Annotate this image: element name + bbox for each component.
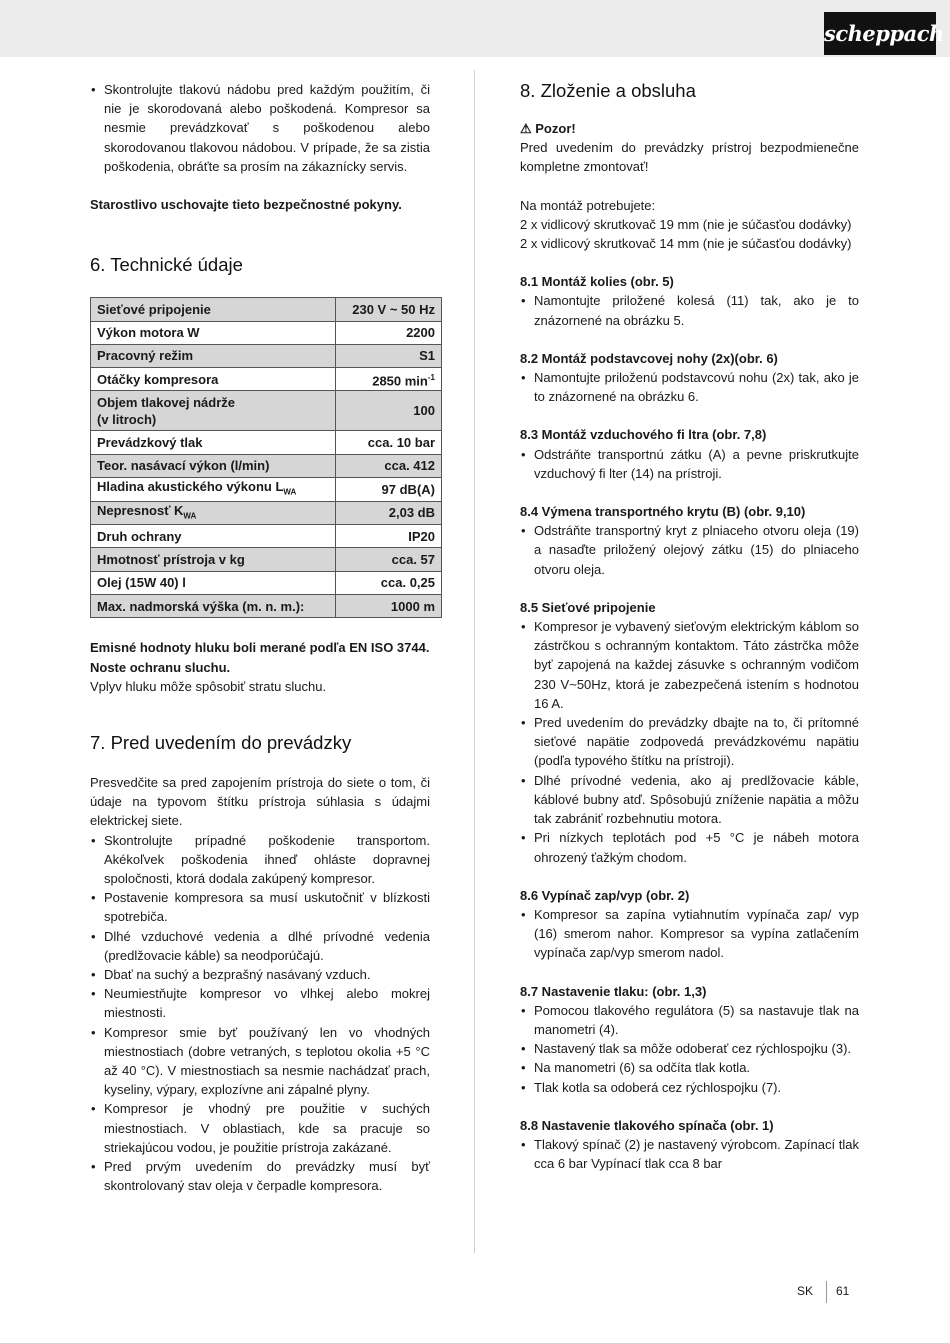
spec-value: 2200	[335, 321, 441, 344]
spec-row	[91, 548, 442, 571]
section-list	[520, 368, 859, 406]
tools-intro: Na montáž potrebujete:	[520, 197, 656, 213]
section-title: 8.7 Nastavenie tlaku: (obr. 1,3)	[520, 983, 707, 999]
brand-logo: scheppach	[824, 12, 936, 55]
list-item: • Nastavený tlak sa môže odoberať cez rýchlospojku (3).	[520, 1039, 859, 1058]
list-item: • Dlhé prívodné vedenia, ako aj predlžovacie káble, káblové bubny atď. Spôsobujú zníženie napätia a môžu tak zabrániť rozbehnutiu motora.	[520, 771, 859, 829]
spec-row	[91, 298, 442, 321]
spec-value: 2,03 dB	[335, 501, 441, 525]
section-title: 8.6 Vypínač zap/vyp (obr. 2)	[520, 887, 690, 903]
noise-text: Vplyv hluku môže spôsobiť stratu sluchu.	[90, 678, 327, 694]
spec-table	[90, 297, 442, 618]
spec-row	[91, 501, 442, 525]
section-list	[520, 291, 859, 329]
header-bar	[0, 0, 950, 57]
list-item: • Pred uvedením do prevádzky dbajte na to, či prítomné sieťové napätie zodpovedá prevádzkovému napätiu (podľa typového štítku na prístroji).	[520, 713, 859, 771]
assembly-heading: 8. Zloženie a obsluha	[520, 80, 696, 101]
spec-label: Prevádzkový tlak	[91, 431, 336, 454]
section-list	[520, 521, 859, 579]
footer-separator	[826, 1281, 827, 1303]
warning-title: ⚠ Pozor!	[520, 121, 576, 136]
spec-value: cca. 57	[335, 548, 441, 571]
spec-label: Druh ochrany	[91, 525, 336, 548]
spec-value: 2850 $\min^{-1}$	[335, 368, 441, 391]
spec-label: Max. nadmorská výška (m. n. m.):	[91, 595, 336, 618]
assembly-sections	[520, 253, 859, 1173]
section-list	[520, 1001, 859, 1097]
spec-row	[91, 344, 442, 367]
spec-value: 230 V ~ 50 Hz	[335, 298, 441, 321]
noise-note: Emisné hodnoty hluku boli merané podľa EN ISO 3744.	[90, 640, 430, 656]
list-item: • Kompresor je vybavený sieťovým elektrickým káblom so zástrčkou s ochranným kontaktom. Táto zástrčka môže byť zapojená na každej zásuvke s ochranným vodičom 230 V~50Hz, ktorá je zabezpečená istením s hodnotou 16 A.	[520, 617, 859, 713]
spec-label: Objem tlakovej nádrže (v litroch)	[91, 391, 336, 431]
spec-row	[91, 595, 442, 618]
list-item: • Dlhé vzduchové vedenia a dlhé prívodné vedenia (predlžovacie káble) sa neodporúčajú.	[90, 927, 430, 965]
section-list	[520, 617, 859, 867]
footer-language: SK	[797, 1284, 814, 1298]
section-title: 8.3 Montáž vzduchového fi ltra (obr. 7,8)	[520, 427, 767, 443]
list-item: • Namontujte priloženú podstavcovú nohu (2x) tak, ako je to znázornené na obrázku 6.	[520, 368, 859, 406]
spec-label: Nepresnosť $K_{WA}$	[91, 501, 336, 525]
list-item: • Skontrolujte tlakovú nádobu pred každým použitím, či nie je skorodovaná alebo poškodená. Kompresor sa nesmie prevádzkovať s poškodenou alebo skorodovanou tlakovou nádobou. V prípade, že sa zistia poškodenia, obráťte sa prosím na zákaznícky servis.	[90, 80, 430, 176]
right-column	[520, 80, 859, 1173]
column-divider	[474, 70, 475, 1253]
before-intro: Presvedčite sa pred zapojením prístroja do siete o tom, či údaje na typovom štítku prístroja súhlasia s údajmi elektrickej siete.	[90, 774, 430, 829]
spec-label: Hladina akustického výkonu $L_{WA}$	[91, 478, 336, 502]
spec-row	[91, 368, 442, 391]
section-title: 8.2 Montáž podstavcovej nohy (2x)(obr. 6)	[520, 350, 778, 366]
spec-value: 97 dB(A)	[335, 478, 441, 502]
spec-value: cca. 10 bar	[335, 431, 441, 454]
spec-label: Hmotnosť prístroja v kg	[91, 548, 336, 571]
spec-row	[91, 431, 442, 454]
spec-label: Teor. nasávací výkon (l/min)	[91, 454, 336, 477]
tool-item: 2 x vidlicový skrutkovač 14 mm (nie je súčasťou dodávky)	[520, 236, 852, 252]
list-item: • Odstráňte transportný kryt z plniaceho otvoru oleja (19) a nasaďte priložený olejový zátku (15) do plniaceho otvoru oleja.	[520, 521, 859, 579]
list-item: • Pomocou tlakového regulátora (5) sa nastavuje tlak na manometri (4).	[520, 1001, 859, 1039]
section-title: 8.5 Sieťové pripojenie	[520, 599, 656, 615]
list-item: • Tlak kotla sa odoberá cez rýchlospojku (7).	[520, 1078, 859, 1097]
spec-value: cca. 412	[335, 454, 441, 477]
before-list	[90, 831, 430, 1196]
spec-value: IP20	[335, 525, 441, 548]
section-list	[520, 445, 859, 483]
page-number: 61	[836, 1284, 850, 1298]
hearing-note: Noste ochranu sluchu.	[90, 659, 231, 675]
spec-row	[91, 478, 442, 502]
list-item: • Postavenie kompresora sa musí uskutočniť v blízkosti spotrebiča.	[90, 888, 430, 926]
warning-text: Pred uvedením do prevádzky prístroj bezpodmienečne kompletne zmontovať!	[520, 140, 859, 175]
keep-note: Starostlivo uschovajte tieto bezpečnostné pokyny.	[90, 197, 402, 213]
before-heading: 7. Pred uvedením do prevádzky	[90, 731, 352, 753]
spec-value: 100	[335, 391, 441, 431]
list-item: • Kompresor smie byť používaný len vo vhodných miestnostiach (dobre vetraných, s teplotou okolia +5 °C až 40 °C). V miestnostiach sa nesmie nachádzať prach, kyseliny, výpary, explozívne ani zápalné plyny.	[90, 1023, 430, 1100]
spec-value: 1000 m	[335, 595, 441, 618]
spec-label: Otáčky kompresora	[91, 368, 336, 391]
spec-value: cca. 0,25	[335, 571, 441, 594]
list-item: • Kompresor sa zapína vytiahnutím vypínača zap/ vyp (16) smerom nahor. Kompresor sa vypína zatlačením vypínača zap/vyp smerom nadol.	[520, 905, 859, 963]
spec-row	[91, 391, 442, 431]
section-title: 8.1 Montáž kolies (obr. 5)	[520, 274, 674, 290]
spec-label: Sieťové pripojenie	[91, 298, 336, 321]
spec-label: Výkon motora W	[91, 321, 336, 344]
list-item: • Neumiestňujte kompresor vo vlhkej alebo mokrej miestnosti.	[90, 984, 430, 1022]
section-list	[520, 1135, 859, 1173]
list-item: • Pri nízkych teplotách pod +5 °C je nábeh motora ohrozený ťažkým chodom.	[520, 828, 859, 866]
list-item: • Dbať na suchý a bezprašný nasávaný vzduch.	[90, 965, 430, 984]
section-title: 8.4 Výmena transportného krytu (B) (obr. 9,10)	[520, 504, 806, 520]
spec-row	[91, 571, 442, 594]
spec-row	[91, 321, 442, 344]
tool-item: 2 x vidlicový skrutkovač 19 mm (nie je súčasťou dodávky)	[520, 216, 852, 232]
spec-label: Pracovný režim	[91, 344, 336, 367]
list-item: • Skontrolujte prípadné poškodenie transportom. Akékoľvek poškodenia ihneď ohláste dopravnej spoločnosti, ktorá dodala zakúpený kompresor.	[90, 831, 430, 889]
section-title: 8.8 Nastavenie tlakového spínača (obr. 1)	[520, 1117, 774, 1133]
list-item: • Na manometri (6) sa odčíta tlak kotla.	[520, 1058, 859, 1077]
list-item: • Namontujte priložené kolesá (11) tak, ako je to znázornené na obrázku 5.	[520, 291, 859, 329]
spec-value: S1	[335, 344, 441, 367]
list-item: • Kompresor je vhodný pre použitie v suchých miestnostiach. V oblastiach, kde sa pracuje so striekajúcou vodou, je použitie prístroja zakázané.	[90, 1099, 430, 1157]
spec-label: Olej (15W 40) l	[91, 571, 336, 594]
intro-list	[90, 80, 430, 176]
list-item: • Tlakový spínač (2) je nastavený výrobcom. Zapínací tlak cca 6 bar Vypínací tlak cca 8 bar	[520, 1135, 859, 1173]
spec-row	[91, 454, 442, 477]
spec-row	[91, 525, 442, 548]
tech-heading: 6. Technické údaje	[90, 254, 243, 276]
list-item: • Odstráňte transportnú zátku (A) a pevne priskrutkujte vzduchový fi lter (14) na prístroji.	[520, 445, 859, 483]
list-item: • Pred prvým uvedením do prevádzky musí byť skontrolovaný stav oleja v čerpadle kompresora.	[90, 1157, 430, 1195]
section-list	[520, 905, 859, 963]
left-column	[90, 80, 435, 1195]
